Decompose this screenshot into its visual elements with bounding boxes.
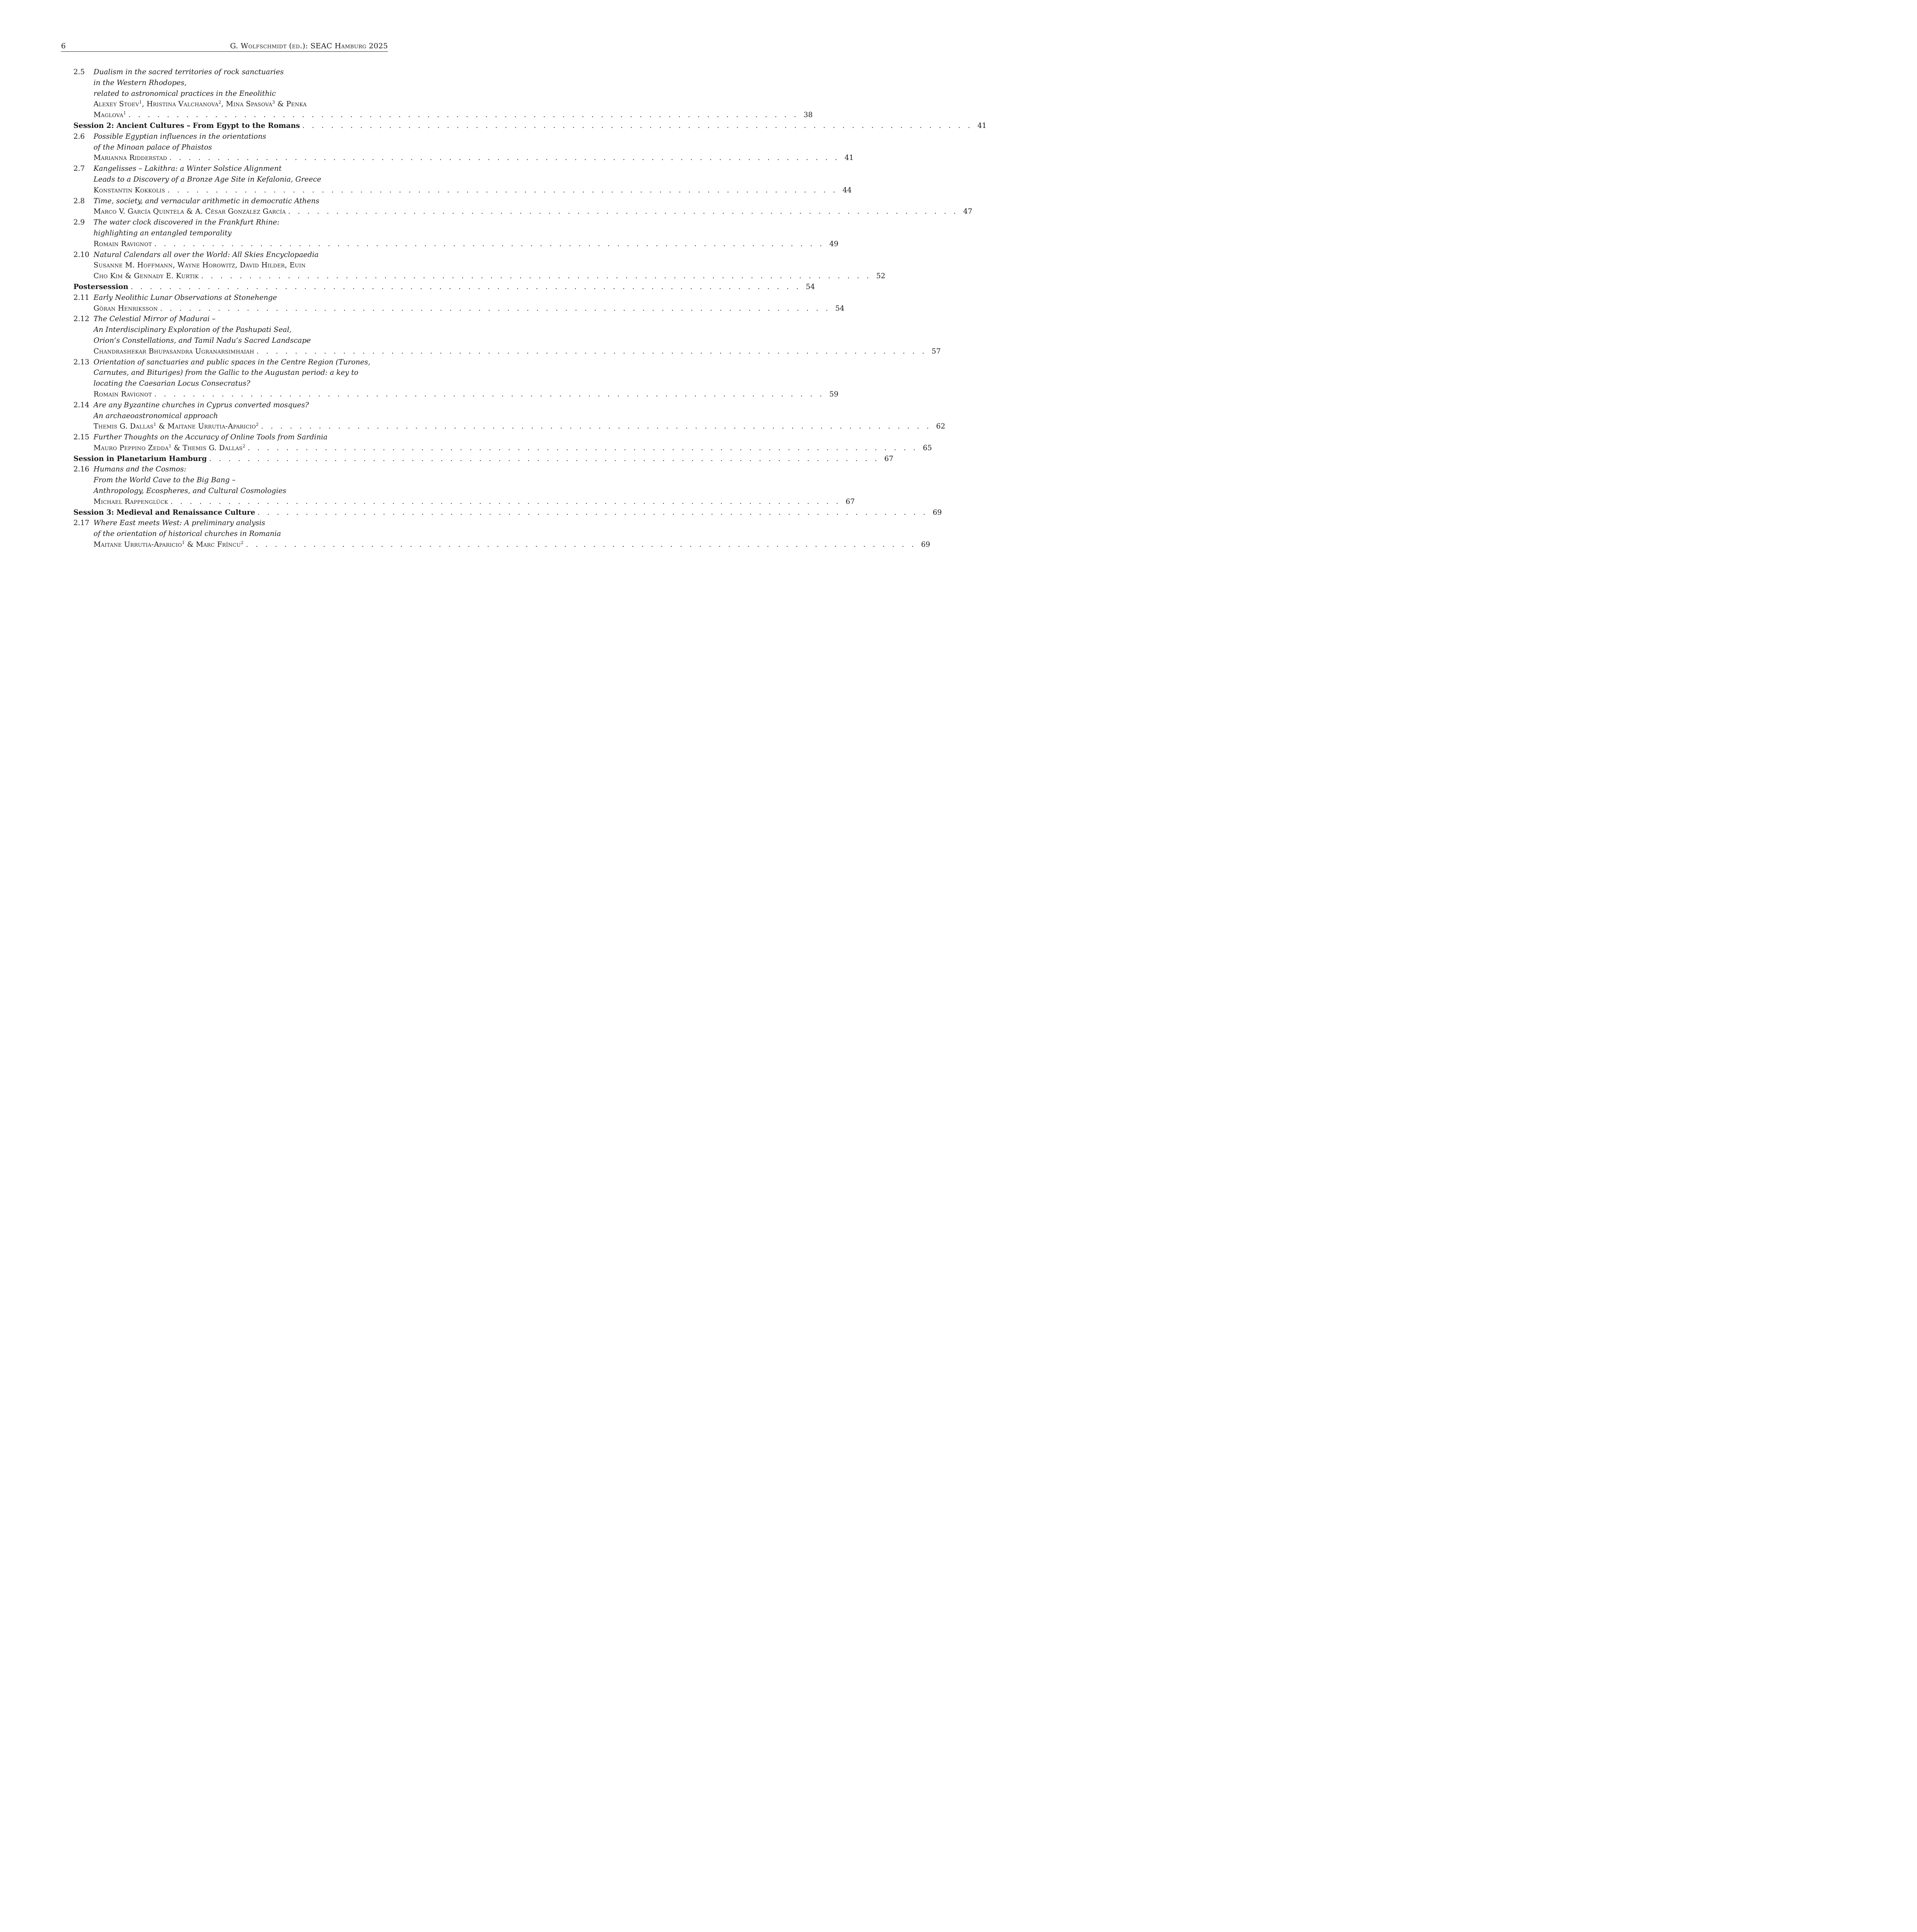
toc-line-content	[94, 367, 388, 378]
toc-line	[73, 303, 845, 314]
toc-line	[73, 357, 388, 368]
toc-line-content	[94, 518, 388, 529]
author-names	[94, 153, 169, 163]
entry-number: 2.14	[73, 401, 90, 409]
author-text: Marianna Ridderstad	[94, 154, 167, 162]
dot-leader: . . . . . . . . . . . . . . . . . . . . . . . . . . . . . . . . . . . . . . . . . . . . . . . . . . . . . . . . . . . . . . . . . . . . . .	[261, 422, 932, 431]
affiliation-marker: 2	[256, 422, 259, 427]
toc-line	[73, 421, 946, 432]
toc-page-number: 38	[803, 111, 813, 119]
toc-line	[73, 314, 388, 325]
toc-line	[73, 78, 388, 88]
paper-title: Humans and the Cosmos:	[94, 465, 186, 474]
toc-line-content	[73, 507, 942, 518]
author-names	[94, 271, 201, 282]
paper-title: highlighting an entangled temporality	[94, 229, 232, 237]
author-text: Mauro Peppino Zedda	[94, 444, 169, 452]
dot-leader: . . . . . . . . . . . . . . . . . . . . . . . . . . . . . . . . . . . . . . . . . . . . . . . . . . . . . . . . . . . . . . . . . . . . . .	[160, 304, 831, 313]
author-text: Themis G. Dallas	[94, 422, 154, 431]
entry-number: 2.17	[73, 519, 90, 527]
toc-line	[73, 196, 388, 207]
toc-line	[73, 325, 388, 335]
entry-number: 2.16	[73, 465, 90, 474]
toc-line-content	[94, 239, 839, 250]
toc-line	[73, 293, 388, 303]
toc-line-content	[94, 411, 388, 422]
toc-line-content	[94, 67, 388, 78]
session-title: Session in Planetarium Hamburg	[73, 454, 207, 463]
toc-page-number: 44	[842, 186, 852, 194]
toc-line-content	[94, 400, 388, 411]
paper-title: Anthropology, Ecospheres, and Cultural Cosmologies	[94, 487, 286, 495]
paper-title: Orion’s Constellations, and Tamil Nadu’s Sacred Landscape	[94, 336, 311, 345]
document-page	[0, 0, 987, 602]
paper-title: Natural Calendars all over the World: All Skies Encyclopaedia	[94, 250, 319, 259]
paper-title: Time, society, and vernacular arithmetic in democratic Athens	[94, 197, 320, 205]
toc-line-content	[94, 378, 388, 389]
paper-title: Dualism in the sacred territories of rock sanctuaries	[94, 68, 284, 76]
author-text: Marco V. García Quintela & A. César González García	[94, 207, 286, 216]
toc-page-number: 54	[806, 282, 815, 291]
toc-line-content	[94, 539, 930, 550]
toc-line	[73, 497, 855, 507]
toc-line-content	[94, 529, 388, 539]
toc-line	[73, 464, 388, 475]
paper-title: Kangelisses – Lakithra: a Winter Solstice Alignment	[94, 165, 282, 173]
entry-number: 2.9	[73, 218, 85, 227]
paper-title: Possible Egyptian influences in the orientations	[94, 132, 266, 141]
toc-line-content	[94, 314, 388, 325]
toc-line-content	[94, 163, 388, 174]
paper-title: Are any Byzantine churches in Cyprus converted mosques?	[94, 401, 309, 409]
paper-title: in the Western Rhodopes,	[94, 78, 187, 87]
paper-title: Further Thoughts on the Accuracy of Online Tools from Sardinia	[94, 433, 328, 442]
toc-page-number: 47	[963, 207, 973, 216]
toc-line	[73, 250, 388, 260]
toc-session-heading	[73, 282, 815, 293]
paper-title: An archaeoastronomical approach	[94, 412, 218, 420]
dot-leader: . . . . . . . . . . . . . . . . . . . . . . . . . . . . . . . . . . . . . . . . . . . . . . . . . . . . . . . . . . . . . . . . . . . . . .	[257, 508, 928, 517]
paper-title: of the Minoan palace of Phaistos	[94, 143, 212, 151]
toc-line	[73, 432, 388, 443]
dot-leader: . . . . . . . . . . . . . . . . . . . . . . . . . . . . . . . . . . . . . . . . . . . . . . . . . . . . . . . . . . . . . . . . . . . . . .	[246, 541, 917, 549]
toc-line	[73, 239, 839, 250]
entry-number: 2.11	[73, 293, 90, 302]
author-text: , Hristina Valchanova	[142, 100, 219, 109]
paper-title: related to astronomical practices in the Eneolithic	[94, 89, 276, 98]
toc-line	[73, 346, 941, 357]
entry-number: 2.13	[73, 358, 90, 366]
paper-title: Orientation of sanctuaries and public spaces in the Centre Region (Turones,	[94, 358, 371, 366]
dot-leader: . . . . . . . . . . . . . . . . . . . . . . . . . . . . . . . . . . . . . . . . . . . . . . . . . . . . . . . . . . . . . . . . . . . . . .	[154, 240, 825, 248]
entry-number: 2.12	[73, 315, 90, 323]
toc-line-content	[94, 486, 388, 497]
toc-line-content	[73, 282, 815, 293]
author-names	[94, 389, 154, 400]
toc-line-content	[73, 121, 987, 131]
paper-title: The Celestial Mirror of Madurai –	[94, 315, 216, 323]
toc-line	[73, 539, 930, 550]
toc-line-content	[94, 325, 388, 335]
author-names	[94, 206, 288, 217]
entry-number: 2.5	[73, 68, 85, 76]
entry-number: 2.15	[73, 433, 90, 442]
author-names	[94, 346, 257, 357]
toc-line	[73, 411, 388, 422]
header-rule	[61, 51, 388, 52]
toc-line-content	[94, 464, 388, 475]
author-text: & Themis G. Dallas	[171, 444, 243, 452]
toc-line-content	[94, 153, 854, 163]
toc-line	[73, 110, 813, 121]
dot-leader: . . . . . . . . . . . . . . . . . . . . . . . . . . . . . . . . . . . . . . . . . . . . . . . . . . . . . . . . . . . . . . . . . . . . . .	[201, 272, 872, 281]
author-names	[94, 443, 248, 454]
toc-line-content	[94, 443, 932, 454]
toc-page-number: 54	[835, 304, 845, 313]
entry-number: 2.10	[73, 250, 90, 259]
dot-leader: . . . . . . . . . . . . . . . . . . . . . . . . . . . . . . . . . . . . . . . . . . . . . . . . . . . . . . . . . . . . . . . . . . . . . .	[302, 121, 973, 130]
toc-session-heading	[73, 507, 942, 518]
author-text: Alexey Stoev	[94, 100, 139, 109]
toc-line	[73, 443, 932, 454]
toc-page-number: 69	[921, 541, 930, 549]
dot-leader: . . . . . . . . . . . . . . . . . . . . . . . . . . . . . . . . . . . . . . . . . . . . . . . . . . . . . . . . . . . . . . . . . . . . . .	[288, 207, 959, 216]
toc-line-content	[94, 228, 388, 239]
toc-line-content	[94, 271, 886, 282]
author-names	[94, 239, 154, 250]
affiliation-marker: 1	[182, 540, 185, 546]
affiliation-marker: 1	[123, 111, 126, 116]
toc-line-content	[94, 421, 946, 432]
toc-line-content	[94, 99, 388, 110]
author-names	[94, 100, 307, 108]
toc-line-content	[94, 142, 388, 153]
entry-number: 2.8	[73, 197, 85, 205]
toc-line-content	[94, 389, 839, 400]
affiliation-marker: 1	[153, 422, 156, 427]
toc-page-number: 65	[923, 444, 932, 452]
toc-session-heading	[73, 121, 987, 131]
toc-page-number: 59	[829, 390, 839, 398]
dot-leader: . . . . . . . . . . . . . . . . . . . . . . . . . . . . . . . . . . . . . . . . . . . . . . . . . . . . . . . . . . . . . . . . . . . . . .	[131, 282, 801, 291]
affiliation-marker: 1	[139, 100, 142, 105]
paper-title: From the World Cave to the Big Bang –	[94, 476, 236, 485]
dot-leader: . . . . . . . . . . . . . . . . . . . . . . . . . . . . . . . . . . . . . . . . . . . . . . . . . . . . . . . . . . . . . . . . . . . . . .	[128, 111, 799, 119]
author-text: Maglova	[94, 111, 124, 119]
toc-line-content	[94, 217, 388, 228]
toc-line-content	[94, 357, 388, 368]
dot-leader: . . . . . . . . . . . . . . . . . . . . . . . . . . . . . . . . . . . . . . . . . . . . . . . . . . . . . . . . . . . . . . . . . . . . . .	[167, 186, 838, 194]
toc-line-content	[94, 260, 388, 271]
toc-line	[73, 131, 388, 142]
affiliation-marker: 1	[168, 443, 172, 449]
affiliation-marker: 2	[218, 100, 221, 105]
toc-line-content	[94, 475, 388, 486]
author-names	[94, 539, 246, 550]
author-text: , Mina Spasova	[221, 100, 272, 109]
toc-line	[73, 260, 388, 271]
toc-page-number: 41	[844, 154, 854, 162]
toc-line-content	[94, 293, 388, 303]
toc-line	[73, 486, 388, 497]
toc-line	[73, 206, 973, 217]
toc-page-number: 69	[932, 508, 942, 517]
table-of-contents	[73, 67, 987, 550]
toc-line-content	[94, 432, 388, 443]
paper-title: locating the Caesarian Locus Consecratus?	[94, 379, 250, 388]
author-text: Chandrashekar Bhupasandra Ugranarsimhaiah	[94, 347, 254, 355]
toc-line-content	[94, 174, 388, 185]
paper-title: The water clock discovered in the Frankfurt Rhine:	[94, 218, 280, 227]
toc-line	[73, 99, 388, 110]
dot-leader: . . . . . . . . . . . . . . . . . . . . . . . . . . . . . . . . . . . . . . . . . . . . . . . . . . . . . . . . . . . . . . . . . . . . . .	[209, 454, 879, 463]
author-text: Cho Kim & Gennady E. Kurtik	[94, 272, 199, 281]
toc-line	[73, 271, 886, 282]
paper-title: An Interdisciplinary Exploration of the Pashupati Seal,	[94, 326, 292, 334]
toc-line-content	[94, 497, 855, 507]
session-title: Session 2: Ancient Cultures – From Egypt to the Romans	[73, 121, 300, 130]
toc-page-number: 67	[845, 497, 855, 506]
author-names	[94, 497, 170, 507]
toc-line	[73, 185, 852, 196]
session-title: Session 3: Medieval and Renaissance Culture	[73, 508, 255, 517]
paper-title: Early Neolithic Lunar Observations at Stonehenge	[94, 293, 277, 302]
affiliation-marker: 3	[272, 100, 275, 105]
author-text: & Marc Frîncu	[185, 541, 241, 549]
session-title: Postersession	[73, 282, 129, 291]
paper-title: of the orientation of historical churches in Romania	[94, 530, 281, 538]
paper-title: Leads to a Discovery of a Bronze Age Site in Kefalonia, Greece	[94, 175, 321, 184]
running-header	[61, 41, 388, 51]
affiliation-marker: 2	[242, 443, 245, 449]
toc-line	[73, 153, 854, 163]
toc-line-content	[94, 346, 941, 357]
author-names	[94, 421, 261, 432]
toc-line	[73, 518, 388, 529]
toc-line-content	[94, 131, 388, 142]
author-text: & Penka	[275, 100, 307, 109]
toc-line	[73, 389, 839, 400]
toc-line	[73, 67, 388, 78]
paper-title: Where East meets West: A preliminary analysis	[94, 519, 265, 527]
toc-line	[73, 529, 388, 539]
author-names	[94, 185, 167, 196]
toc-line	[73, 367, 388, 378]
dot-leader: . . . . . . . . . . . . . . . . . . . . . . . . . . . . . . . . . . . . . . . . . . . . . . . . . . . . . . . . . . . . . . . . . . . . . .	[170, 497, 841, 506]
toc-line	[73, 378, 388, 389]
running-title: G. Wolfschmidt (ed.): SEAC Hamburg 2025	[230, 42, 388, 50]
toc-line-content	[73, 454, 893, 464]
entry-number: 2.7	[73, 165, 85, 173]
toc-line-content	[94, 110, 813, 121]
toc-page-number: 52	[876, 272, 886, 281]
author-names	[94, 110, 128, 121]
author-text: Romain Ravignot	[94, 390, 152, 398]
toc-line-content	[94, 88, 388, 99]
toc-line-content	[94, 250, 388, 260]
toc-line	[73, 217, 388, 228]
paper-title: Carnutes, and Bituriges) from the Gallic to the Augustan period: a key to	[94, 369, 359, 377]
toc-page-number: 49	[829, 240, 839, 248]
dot-leader: . . . . . . . . . . . . . . . . . . . . . . . . . . . . . . . . . . . . . . . . . . . . . . . . . . . . . . . . . . . . . . . . . . . . . .	[154, 390, 825, 398]
author-text: & Maitane Urrutia-Aparicio	[156, 422, 256, 431]
toc-line-content	[94, 303, 845, 314]
author-text: Konstantin Kokkolis	[94, 186, 165, 194]
entry-number: 2.6	[73, 132, 85, 141]
toc-page-number: 57	[931, 347, 941, 355]
author-names	[94, 303, 160, 314]
author-names	[94, 261, 306, 269]
page-number: 6	[61, 42, 66, 50]
toc-line-content	[94, 185, 852, 196]
toc-line	[73, 475, 388, 486]
toc-page-number: 67	[884, 454, 893, 463]
toc-session-heading	[73, 454, 893, 464]
toc-line	[73, 335, 388, 346]
toc-line	[73, 142, 388, 153]
author-text: Maitane Urrutia-Aparicio	[94, 541, 182, 549]
toc-line-content	[94, 196, 388, 207]
dot-leader: . . . . . . . . . . . . . . . . . . . . . . . . . . . . . . . . . . . . . . . . . . . . . . . . . . . . . . . . . . . . . . . . . . . . . .	[169, 154, 840, 162]
affiliation-marker: 2	[241, 540, 244, 546]
dot-leader: . . . . . . . . . . . . . . . . . . . . . . . . . . . . . . . . . . . . . . . . . . . . . . . . . . . . . . . . . . . . . . . . . . . . . .	[247, 444, 918, 452]
toc-line	[73, 88, 388, 99]
author-text: Susanne M. Hoffmann, Wayne Horowitz, David Hilder, Euin	[94, 261, 306, 270]
toc-page-number: 41	[977, 121, 987, 130]
dot-leader: . . . . . . . . . . . . . . . . . . . . . . . . . . . . . . . . . . . . . . . . . . . . . . . . . . . . . . . . . . . . . . . . . . . . . .	[256, 347, 927, 355]
toc-line	[73, 174, 388, 185]
toc-line-content	[94, 78, 388, 88]
author-text: Göran Henriksson	[94, 304, 158, 313]
author-text: Romain Ravignot	[94, 240, 152, 248]
toc-line-content	[94, 206, 973, 217]
toc-line	[73, 163, 388, 174]
toc-page-number: 62	[936, 422, 946, 431]
toc-line	[73, 400, 388, 411]
author-text: Michael Rappenglück	[94, 497, 168, 506]
toc-line-content	[94, 335, 388, 346]
toc-line	[73, 228, 388, 239]
